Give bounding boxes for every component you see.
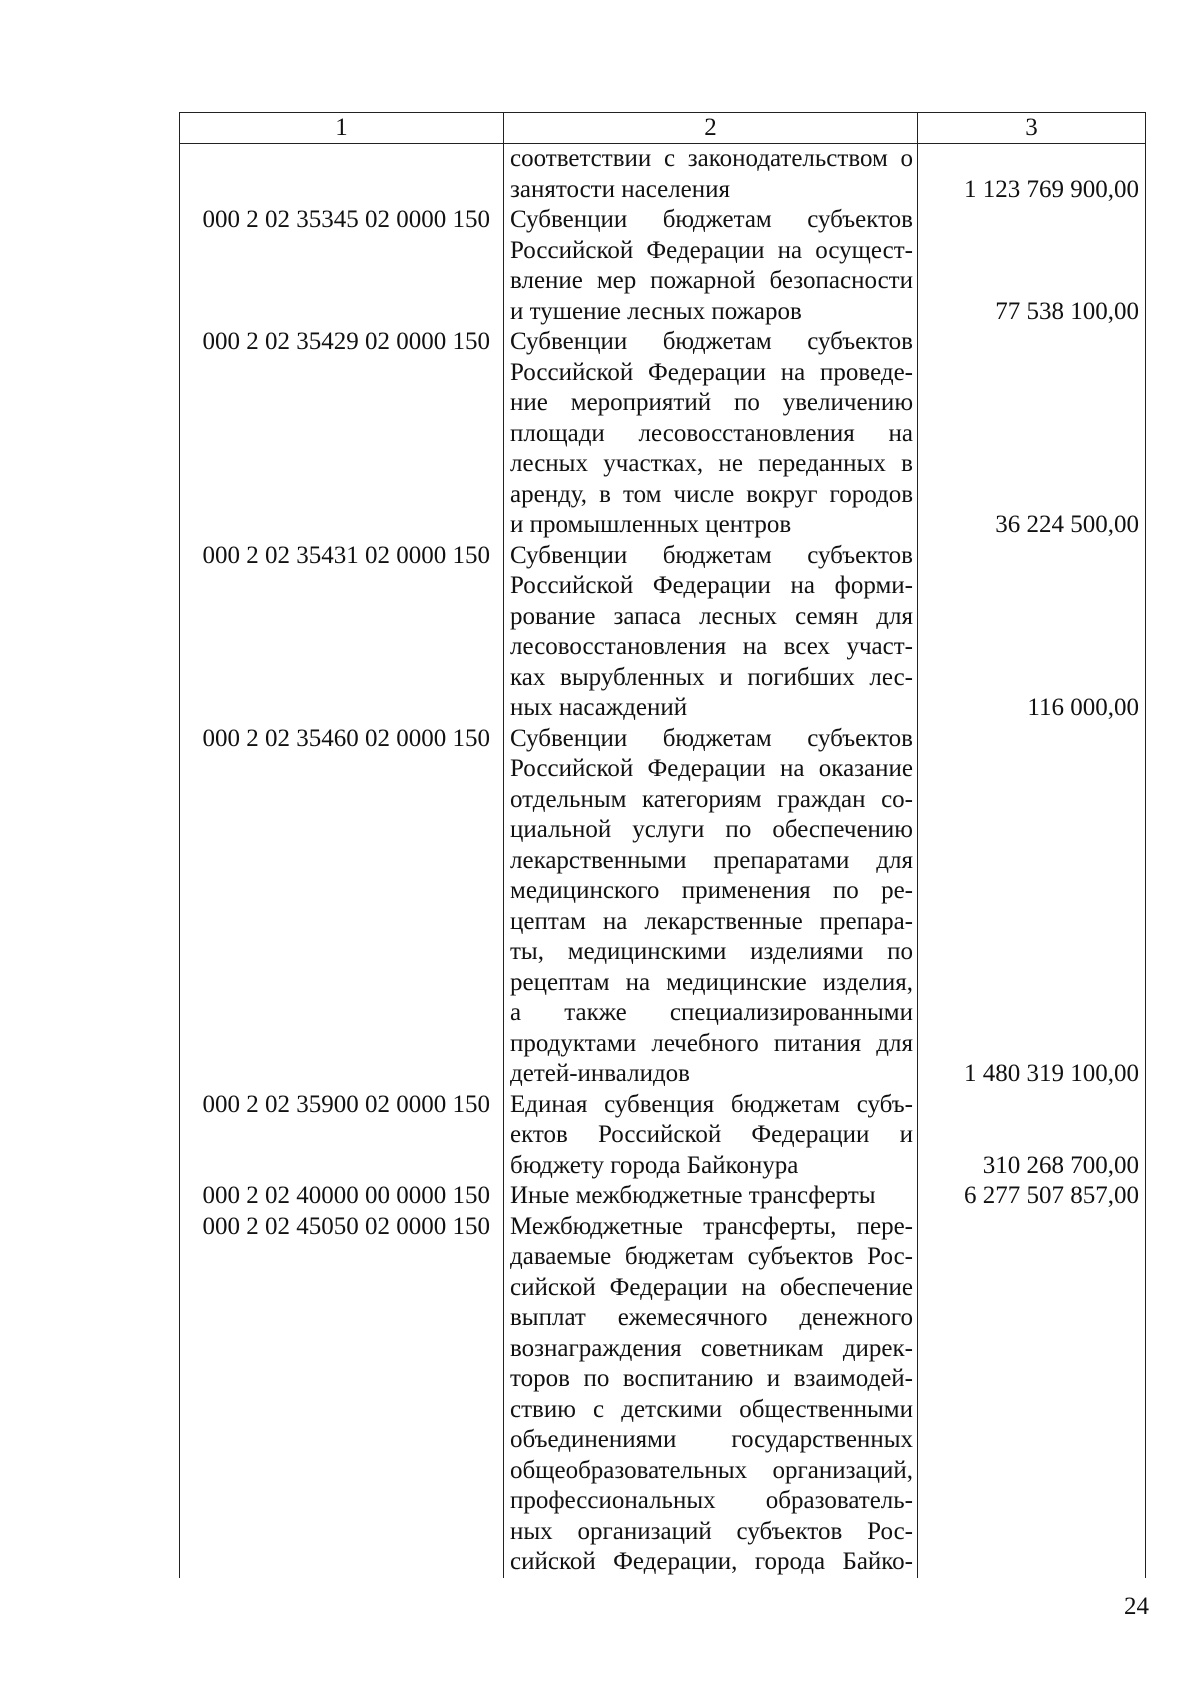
description-line: ты, медицинскими изделиями по bbox=[510, 938, 913, 965]
description-cell bbox=[504, 144, 918, 206]
budget-code-cell: 000 2 02 35429 02 0000 150 bbox=[180, 327, 504, 541]
budget-code-cell: 000 2 02 35431 02 0000 150 bbox=[180, 541, 504, 724]
description-line: лесовосстановления на всех участ- bbox=[510, 633, 913, 660]
description-line: цептам на лекарственные препара- bbox=[510, 907, 913, 935]
description-line: соответствии с законодательством о bbox=[510, 145, 913, 172]
table-row bbox=[180, 144, 1146, 206]
description-line: объединениями государственных bbox=[510, 1426, 913, 1453]
description-line: ных организаций субъектов Рос- bbox=[510, 1517, 913, 1545]
budget-code-cell: 000 2 02 35900 02 0000 150 bbox=[180, 1090, 504, 1182]
description-cell bbox=[504, 205, 918, 327]
description-line: Межбюджетные трансферты, пере- bbox=[510, 1212, 913, 1240]
budget-code-cell bbox=[180, 144, 504, 206]
description-line: и тушение лесных пожаров bbox=[510, 297, 802, 325]
page-number: 24 bbox=[1124, 1593, 1149, 1620]
table-body bbox=[180, 144, 1146, 1578]
description-line: ние мероприятий по увеличению bbox=[510, 389, 913, 416]
description-line: лесных участках, не переданных в bbox=[510, 450, 913, 477]
description-line: рецептам на медицинские изделия, bbox=[510, 968, 913, 996]
description-line: аренду, в том числе вокруг городов bbox=[510, 480, 913, 508]
description-line: а также специализированными bbox=[510, 999, 913, 1026]
description-line: бюджету города Байконура bbox=[510, 1151, 799, 1179]
table-row bbox=[180, 724, 1146, 1090]
description-cell bbox=[504, 327, 918, 541]
table-row bbox=[180, 541, 1146, 724]
description-line: рование запаса лесных семян для bbox=[510, 602, 913, 630]
table-row bbox=[180, 205, 1146, 327]
header-row bbox=[180, 113, 1146, 144]
description-line: Российской Федерации на оказание bbox=[510, 755, 913, 782]
description-line: ствию с детскими общественными bbox=[510, 1395, 913, 1423]
table-row bbox=[180, 1090, 1146, 1182]
description-line: профессиональных образователь- bbox=[510, 1487, 913, 1514]
table-row bbox=[180, 1212, 1146, 1578]
description-line: продуктами лечебного питания для bbox=[510, 1029, 913, 1057]
description-line: Российской Федерации на осущест- bbox=[510, 236, 913, 264]
description-line: Единая субвенция бюджетам субъ- bbox=[510, 1090, 913, 1118]
description-line: ных насаждений bbox=[510, 694, 688, 721]
description-line: сийской Федерации, города Байко- bbox=[510, 1548, 913, 1575]
description-line: медицинского применения по ре- bbox=[510, 877, 913, 904]
budget-table bbox=[179, 112, 1146, 1578]
description-cell bbox=[504, 541, 918, 724]
description-line: Российской Федерации на проведе- bbox=[510, 358, 913, 386]
table-row bbox=[180, 1181, 1146, 1212]
description-line: Субвенции бюджетам субъектов bbox=[510, 724, 913, 752]
description-line: и промышленных центров bbox=[510, 511, 792, 538]
description-cell bbox=[504, 1181, 918, 1212]
description-line: занятости населения bbox=[510, 175, 731, 203]
description-line: Российской Федерации на форми- bbox=[510, 572, 913, 599]
description-line: отдельным категориям граждан со- bbox=[510, 785, 913, 813]
budget-code-cell: 000 2 02 45050 02 0000 150 bbox=[180, 1212, 504, 1578]
description-line: циальной услуги по обеспечению bbox=[510, 816, 913, 843]
amount-cell: 1 480 319 100,00 bbox=[918, 724, 1146, 1090]
description-line: сийской Федерации на обеспечение bbox=[510, 1273, 913, 1301]
budget-code-cell: 000 2 02 35345 02 0000 150 bbox=[180, 205, 504, 327]
description-line: Субвенции бюджетам субъектов bbox=[510, 206, 913, 233]
amount-cell: 36 224 500,00 bbox=[918, 327, 1146, 541]
budget-code-cell: 000 2 02 40000 00 0000 150 bbox=[180, 1181, 504, 1212]
description-cell bbox=[504, 1090, 918, 1182]
amount-cell: 310 268 700,00 bbox=[918, 1090, 1146, 1182]
description-line: торов по воспитанию и взаимодей- bbox=[510, 1365, 913, 1392]
column-header-3: 3 bbox=[918, 113, 1146, 144]
description-line: выплат ежемесячного денежного bbox=[510, 1304, 913, 1331]
description-line: вознаграждения советникам дирек- bbox=[510, 1334, 913, 1362]
description-line: вление мер пожарной безопасности bbox=[510, 267, 913, 294]
description-line: даваемые бюджетам субъектов Рос- bbox=[510, 1243, 913, 1270]
column-header-2: 2 bbox=[504, 113, 918, 144]
description-line: Субвенции бюджетам субъектов bbox=[510, 541, 913, 569]
description-line: общеобразовательных организаций, bbox=[510, 1456, 913, 1484]
description-line: лекарственными препаратами для bbox=[510, 846, 913, 874]
description-line: ектов Российской Федерации и bbox=[510, 1121, 913, 1148]
description-cell bbox=[504, 724, 918, 1090]
description-line: площади лесовосстановления на bbox=[510, 419, 913, 447]
budget-code-cell: 000 2 02 35460 02 0000 150 bbox=[180, 724, 504, 1090]
amount-cell: 1 123 769 900,00 bbox=[918, 144, 1146, 206]
description-line: Субвенции бюджетам субъектов bbox=[510, 328, 913, 355]
description-line: Иные межбюджетные трансферты bbox=[510, 1182, 876, 1209]
amount-cell bbox=[918, 1212, 1146, 1578]
amount-cell: 6 277 507 857,00 bbox=[918, 1181, 1146, 1212]
description-line: ках вырубленных и погибших лес- bbox=[510, 663, 913, 691]
table-row bbox=[180, 327, 1146, 541]
column-header-1: 1 bbox=[180, 113, 504, 144]
description-line: детей-инвалидов bbox=[510, 1060, 690, 1087]
amount-cell: 77 538 100,00 bbox=[918, 205, 1146, 327]
description-cell bbox=[504, 1212, 918, 1578]
amount-cell: 116 000,00 bbox=[918, 541, 1146, 724]
table-header bbox=[180, 113, 1146, 144]
